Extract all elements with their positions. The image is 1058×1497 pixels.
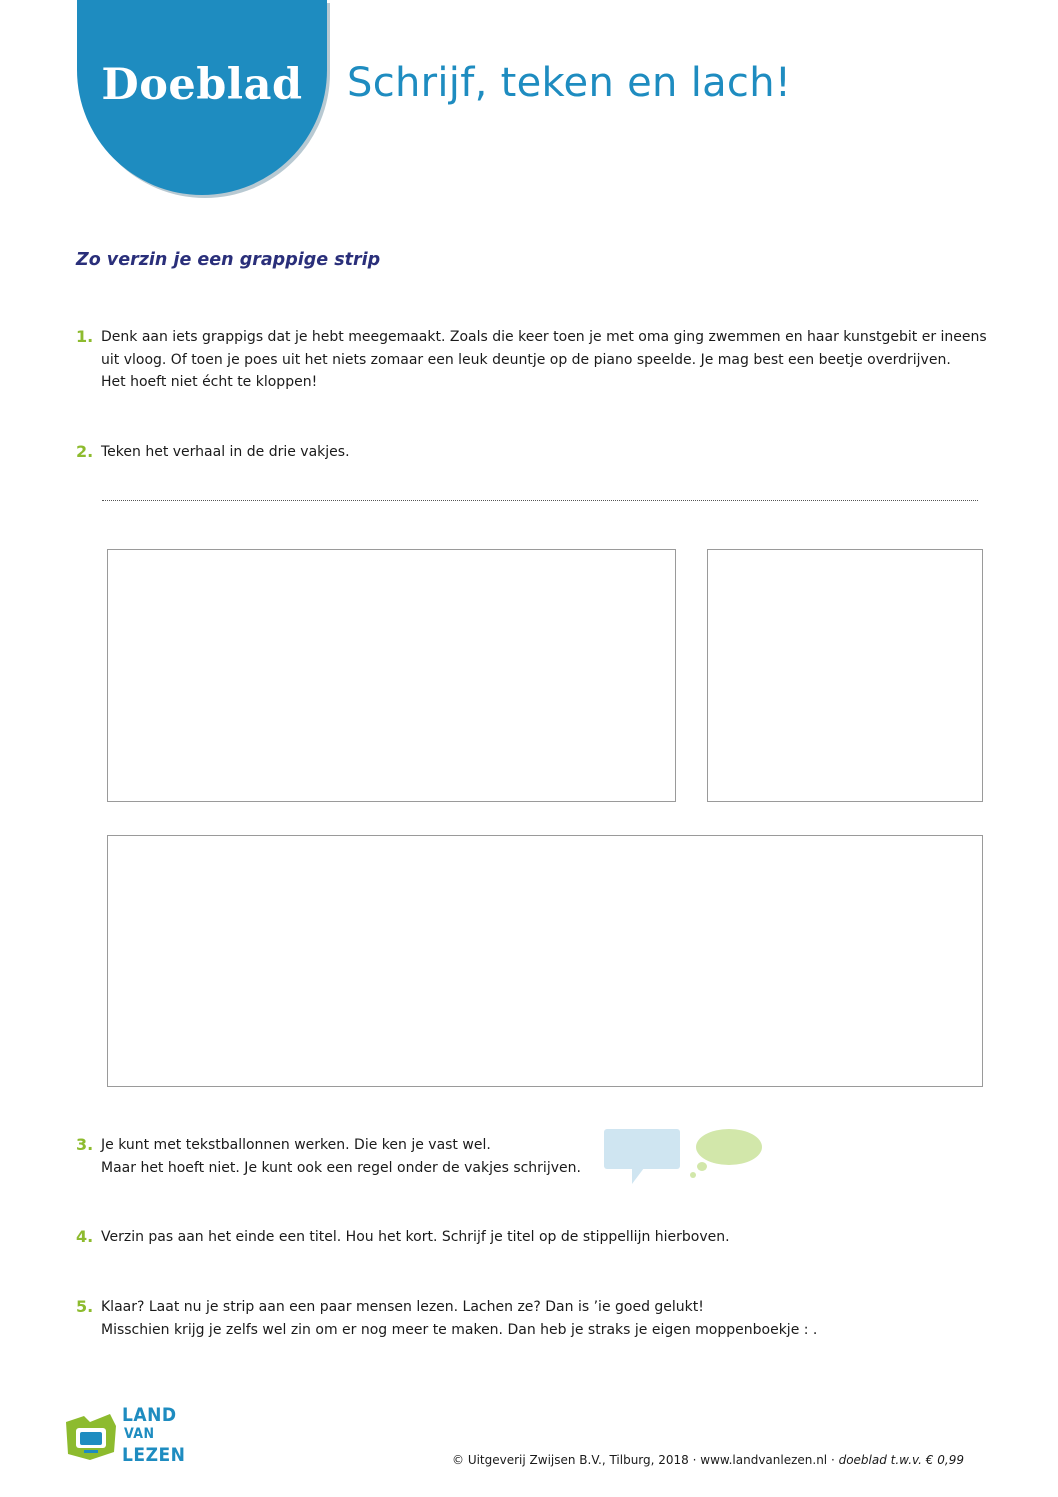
step-text <box>101 1226 730 1249</box>
step-line: uit vloog. Of toen je poes uit het niets zomaar een leuk deuntje op de piano speelde. Je mag best een beetje overdrijven. <box>101 351 951 368</box>
step-text <box>101 326 987 394</box>
step-line: Denk aan iets grappigs dat je hebt meegemaakt. Zoals die keer toen je met oma ging zwemmen en haar kunstgebit er ineens <box>101 329 987 345</box>
step-line: Verzin pas aan het einde een titel. Hou het kort. Schrijf je titel op de stippellijn hierboven. <box>101 1229 730 1245</box>
step-line: Maar het hoeft niet. Je kunt ook een regel onder de vakjes schrijven. <box>101 1159 581 1176</box>
footer-price: doeblad t.w.v. € 0,99 <box>838 1453 964 1467</box>
step-line: Je kunt met tekstballonnen werken. Die ken je vast wel. <box>101 1137 491 1153</box>
step-line: Teken het verhaal in de drie vakjes. <box>101 444 350 460</box>
step-text <box>101 1296 817 1341</box>
speech-bubble-tail <box>632 1168 644 1184</box>
thought-bubble-icon <box>696 1129 762 1165</box>
badge-label: Doeblad <box>101 60 303 110</box>
thought-bubble-dot <box>697 1162 707 1171</box>
speech-bubble-icon <box>604 1129 680 1169</box>
step-number: 5. <box>76 1297 94 1316</box>
logo-line-1: LAND <box>122 1404 177 1426</box>
thought-bubble-dot <box>690 1172 696 1178</box>
step-number: 1. <box>76 327 94 346</box>
step-line: Misschien krijg je zelfs wel zin om er nog meer te maken. Dan heb je straks je eigen moppenboekje : . <box>101 1321 818 1338</box>
logo-line-3: LEZEN <box>122 1444 186 1466</box>
tv-book-icon <box>60 1408 120 1468</box>
section-heading: Zo verzin je een grappige strip <box>76 250 381 270</box>
step-text <box>101 1134 581 1179</box>
step-number: 4. <box>76 1227 94 1246</box>
page-title: Schrijf, teken en lach! <box>347 60 792 106</box>
header-badge <box>77 0 327 195</box>
step-line: Klaar? Laat nu je strip aan een paar mensen lezen. Lachen ze? Dan is ’ie goed gelukt! <box>101 1299 704 1315</box>
step-number: 2. <box>76 442 94 461</box>
comic-panel-2[interactable] <box>707 549 983 802</box>
comic-panel-1[interactable] <box>107 549 676 802</box>
step-number: 3. <box>76 1135 94 1154</box>
title-dotted-line[interactable] <box>102 500 978 501</box>
logo-line-2: VAN <box>124 1426 155 1442</box>
footer-copyright: © Uitgeverij Zwijsen B.V., Tilburg, 2018 · www.landvanlezen.nl · <box>452 1453 839 1467</box>
land-van-lezen-logo <box>60 1400 190 1472</box>
footer <box>452 1453 964 1467</box>
step-line: Het hoeft niet écht te kloppen! <box>101 374 318 390</box>
comic-panel-3[interactable] <box>107 835 983 1087</box>
step-text <box>101 441 350 464</box>
